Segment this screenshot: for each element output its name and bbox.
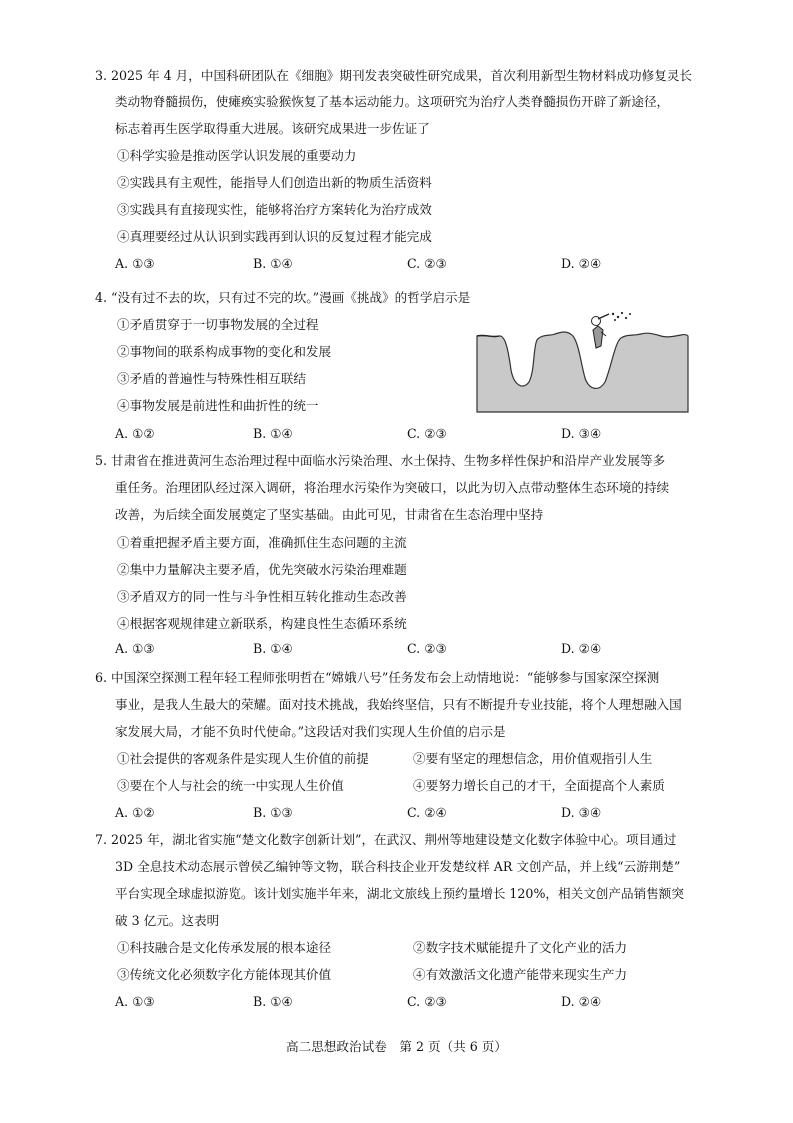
choice-a: A. ①② xyxy=(115,426,155,441)
question-3-stem-line: 3. 2025 年 4 月，中国科研团队在《细胞》期刊发表突破性研究成果，首次利用新型生物材料成功修复灵长 xyxy=(95,68,693,83)
question-3-option-2: ②实践具有主观性，能指导人们创造出新的物质生活资料 xyxy=(117,175,432,190)
choice-c: C. ②③ xyxy=(407,256,447,271)
choice-a: A. ①③ xyxy=(115,994,155,1009)
choice-a: A. ①③ xyxy=(115,641,155,656)
question-7-stem-line: 3D 全息技术动态展示曾侯乙编钟等文物，联合科技企业开发楚纹样 AR 文创产品，并上线“云游荆楚” xyxy=(115,859,681,874)
sweat-drops xyxy=(612,312,631,321)
question-7-option-2: ②数字技术赋能提升了文化产业的活力 xyxy=(413,940,628,955)
choice-a: A. ①③ xyxy=(115,256,155,271)
choice-a: A. ①② xyxy=(115,805,155,820)
question-6-option-3: ③要在个人与社会的统一中实现人生价值 xyxy=(117,778,344,793)
question-4-option-4: ④事物发展是前进性和曲折性的统一 xyxy=(117,398,319,413)
climber-figure xyxy=(592,314,610,348)
question-4-option-3: ③矛盾的普遍性与特殊性相互联结 xyxy=(117,371,306,386)
question-5-option-3: ③矛盾双方的同一性与斗争性相互转化推动生态改善 xyxy=(117,589,407,604)
question-3-option-3: ③实践具有直接现实性，能够将治疗方案转化为治疗成效 xyxy=(117,202,432,217)
choice-b: B. ①③ xyxy=(253,805,293,820)
question-5-stem-line: 5. 甘肃省在推进黄河生态治理过程中面临水污染治理、水土保持、生物多样性保护和沿岸产业发展等多 xyxy=(95,453,666,468)
question-4-option-2: ②事物间的联系构成事物的变化和发展 xyxy=(117,344,332,359)
question-7-stem-line: 平台实现全球虚拟游览。该计划实施半年来，湖北文旅线上预约量增长 120%，相关文创产品销售额突 xyxy=(115,886,684,901)
question-7-option-4: ④有效激活文化遗产能带来现实生产力 xyxy=(413,967,628,982)
question-6-option-1: ①社会提供的客观条件是实现人生价值的前提 xyxy=(117,751,369,766)
question-4-stem-line: 4. “没有过不去的坎，只有过不完的坎。”漫画《挑战》的哲学启示是 xyxy=(95,290,471,305)
question-7-option-1: ①科技融合是文化传承发展的根本途径 xyxy=(117,940,332,955)
question-5-option-1: ①着重把握矛盾主要方面，准确抓住生态问题的主流 xyxy=(117,535,407,550)
choice-b: B. ①④ xyxy=(253,426,293,441)
question-3-stem-line: 类动物脊髓损伤，使瘫痪实验猴恢复了基本运动能力。这项研究为治疗人类脊髓损伤开辟了新途径， xyxy=(115,94,670,109)
choice-d: D. ③④ xyxy=(561,426,602,441)
question-7-stem-line: 7. 2025 年，湖北省实施“楚文化数字创新计划”，在武汉、荆州等地建设楚文化数字体验中心。项目通过 xyxy=(95,832,677,847)
question-6-stem-line: 6. 中国深空探测工程年轻工程师张明哲在“嫦娥八号”任务发布会上动情地说：“能够参与国家深空探测 xyxy=(95,670,660,685)
question-5-stem-line: 改善，为后续全面发展奠定了坚实基础。由此可见，甘肃省在生态治理中坚持 xyxy=(115,507,544,522)
question-6-option-2: ②要有坚定的理想信念，用价值观指引人生 xyxy=(413,751,653,766)
question-7-option-3: ③传统文化必须数字化方能体现其价值 xyxy=(117,967,332,982)
page-footer: 高二思想政治试卷 第 2 页（共 6 页） xyxy=(286,1039,507,1054)
question-6-option-4: ④要努力增长自己的才干，全面提高个人素质 xyxy=(413,778,665,793)
ground-terrain xyxy=(477,332,688,412)
choice-b: B. ①④ xyxy=(253,256,293,271)
question-5-option-4: ④根据客观规律建立新联系，构建良性生态循环系统 xyxy=(117,616,407,631)
question-7-stem-line: 破 3 亿元。这表明 xyxy=(115,913,220,928)
question-5-option-2: ②集中力量解决主要矛盾，优先突破水污染治理难题 xyxy=(117,562,407,577)
choice-d: D. ③④ xyxy=(561,805,602,820)
question-4-option-1: ①矛盾贯穿于一切事物发展的全过程 xyxy=(117,317,319,332)
choice-c: C. ②④ xyxy=(407,805,447,820)
question-3-option-1: ①科学实验是推动医学认识发展的重要动力 xyxy=(117,148,357,163)
choice-c: C. ②③ xyxy=(407,426,447,441)
choice-c: C. ②③ xyxy=(407,641,447,656)
choice-d: D. ②④ xyxy=(561,256,602,271)
question-5-stem-line: 重任务。治理团队经过深入调研，将治理水污染作为突破口，以此为切入点带动整体生态环境的持续 xyxy=(115,480,670,495)
choice-b: B. ①④ xyxy=(253,994,293,1009)
question-6-stem-line: 家发展大局，才能不负时代使命。”这段话对我们实现人生价值的启示是 xyxy=(115,724,506,739)
choice-c: C. ②③ xyxy=(407,994,447,1009)
question-3-option-4: ④真理要经过从认识到实践再到认识的反复过程才能完成 xyxy=(117,229,432,244)
choice-b: B. ①④ xyxy=(253,641,293,656)
choice-d: D. ②④ xyxy=(561,994,602,1009)
challenge-cartoon xyxy=(475,308,690,413)
question-3-stem-line: 标志着再生医学取得重大进展。该研究成果进一步佐证了 xyxy=(115,121,430,136)
question-6-stem-line: 事业，是我人生最大的荣耀。面对技术挑战，我始终坚信，只有不断提升专业技能，将个人理想融入国 xyxy=(115,697,682,712)
choice-d: D. ②④ xyxy=(561,641,602,656)
